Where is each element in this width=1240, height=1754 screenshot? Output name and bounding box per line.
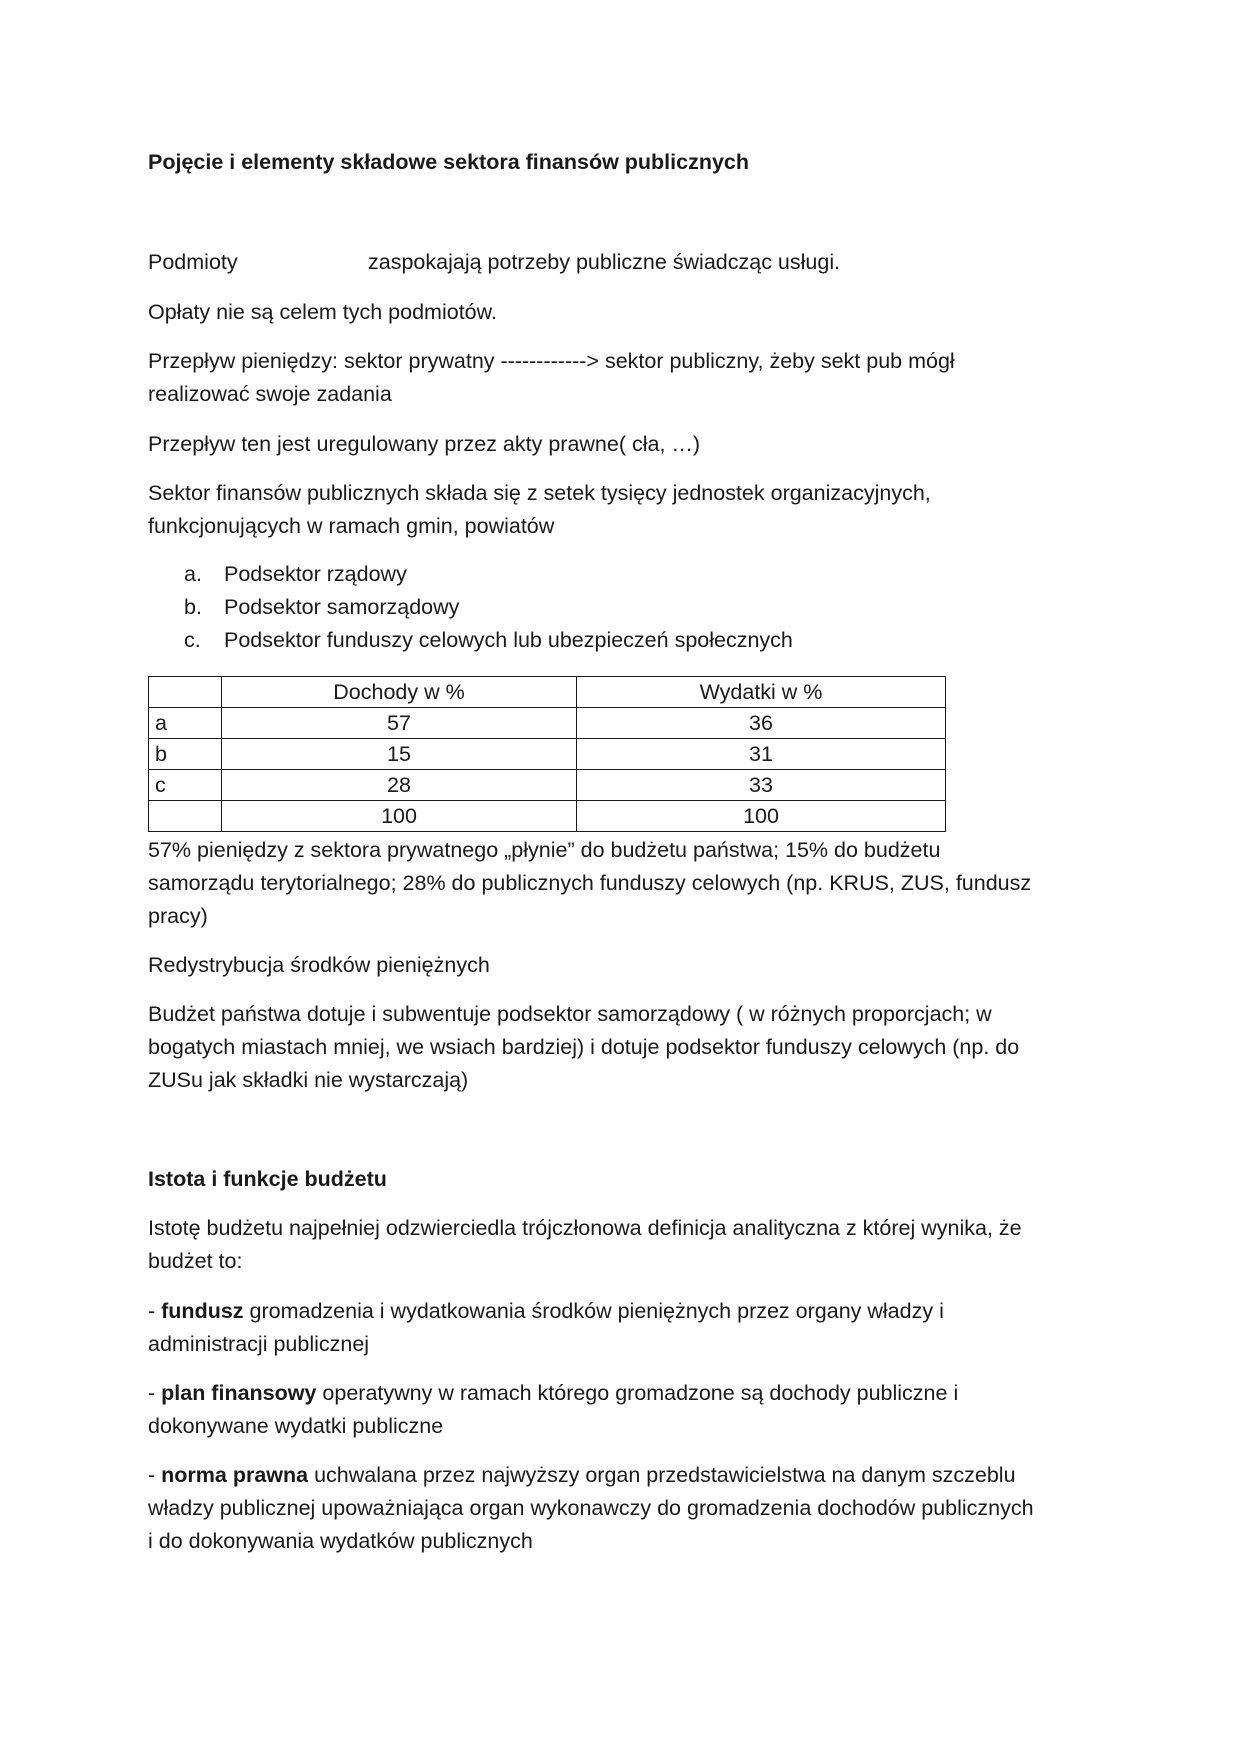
- definition-term: plan finansowy: [161, 1381, 317, 1405]
- paragraph-redystrybucja: Redystrybucja środków pieniężnych: [148, 953, 490, 977]
- table-row: [149, 708, 946, 739]
- table-cell: 100: [222, 801, 577, 832]
- table-cell: 33: [577, 770, 946, 801]
- subsector-list: [148, 558, 793, 657]
- podmioty-text: zaspokajają potrzeby publiczne świadcząc usługi.: [368, 250, 841, 274]
- paragraph-line: dokonywane wydatki publiczne: [148, 1414, 444, 1438]
- paragraph-budzet: [148, 998, 1088, 1097]
- list-marker: a.: [184, 562, 202, 586]
- list-item-text: Podsektor samorządowy: [224, 595, 460, 619]
- table-cell: 36: [577, 708, 946, 739]
- list-item-text: Podsektor rządowy: [224, 562, 407, 586]
- table-header-cell: Dochody w %: [222, 677, 577, 708]
- paragraph-line: Przepływ pieniędzy: sektor prywatny ------------> sektor publiczny, żeby sekt pub mógł: [148, 349, 955, 373]
- table-cell: 15: [222, 739, 577, 770]
- paragraph-line: Budżet państwa dotuje i subwentuje podsektor samorządowy ( w różnych proporcjach; w: [148, 1002, 992, 1026]
- paragraph-uregulowany: Przepływ ten jest uregulowany przez akty prawne( cła, …): [148, 432, 701, 456]
- paragraph-line: 57% pieniędzy z sektora prywatnego „płynie” do budżetu państwa; 15% do budżetu: [148, 838, 941, 862]
- definition-dash: -: [148, 1463, 162, 1487]
- table-row: [149, 801, 946, 832]
- paragraph-sektor: [148, 477, 1088, 543]
- list-item: [148, 624, 793, 657]
- paragraph-line: administracji publicznej: [148, 1332, 370, 1356]
- table-header-cell: [149, 677, 222, 708]
- revenue-expense-table: [148, 676, 946, 832]
- table-cell: [149, 801, 222, 832]
- paragraph-line: ZUSu jak składki nie wystarczają): [148, 1068, 469, 1092]
- definition-plan-finansowy: [148, 1377, 1088, 1443]
- section-title-1: Pojęcie i elementy składowe sektora finansów publicznych: [148, 150, 750, 174]
- definition-term: norma prawna: [161, 1463, 309, 1487]
- definition-term: fundusz: [161, 1299, 244, 1323]
- list-item: [148, 591, 793, 624]
- paragraph-line: budżet to:: [148, 1249, 243, 1273]
- paragraph-line: i do dokonywania wydatków publicznych: [148, 1529, 533, 1553]
- table-row: [149, 770, 946, 801]
- paragraph-istota: [148, 1212, 1088, 1278]
- table-cell: 100: [577, 801, 946, 832]
- table-row: [149, 739, 946, 770]
- table-header-cell: Wydatki w %: [577, 677, 946, 708]
- paragraph-line: Istotę budżetu najpełniej odzwierciedla trójczłonowa definicja analityczna z której wynika, że: [148, 1216, 1022, 1240]
- paragraph-line: [148, 1459, 1088, 1492]
- table-cell: b: [149, 739, 222, 770]
- paragraph-przeplyw: [148, 345, 1088, 411]
- list-marker: b.: [184, 595, 202, 619]
- podmioty-label: Podmioty: [148, 250, 238, 274]
- table-header-row: [149, 677, 946, 708]
- list-item: [148, 558, 793, 591]
- paragraph-line: Sektor finansów publicznych składa się z setek tysięcy jednostek organizacyjnych,: [148, 481, 931, 505]
- table-cell: c: [149, 770, 222, 801]
- definition-dash: -: [148, 1381, 162, 1405]
- definition-text: uchwalana przez najwyższy organ przedstawicielstwa na danym szczeblu: [308, 1463, 1016, 1487]
- section-title-2: Istota i funkcje budżetu: [148, 1167, 387, 1191]
- definition-text: operatywny w ramach którego gromadzone są dochody publiczne i: [316, 1381, 959, 1405]
- paragraph-line: [148, 1295, 1088, 1328]
- table-cell: 28: [222, 770, 577, 801]
- paragraph-line: władzy publicznej upoważniająca organ wykonawczy do gromadzenia dochodów publicznych: [148, 1496, 1034, 1520]
- paragraph-oplaty: Opłaty nie są celem tych podmiotów.: [148, 300, 497, 324]
- paragraph-line: bogatych miastach mniej, we wsiach bardziej) i dotuje podsektor funduszy celowych (np. do: [148, 1035, 1020, 1059]
- paragraph-percentages: [148, 834, 1088, 933]
- paragraph-line: samorządu terytorialnego; 28% do publicznych funduszy celowych (np. KRUS, ZUS, fundusz: [148, 871, 1032, 895]
- table-cell: 57: [222, 708, 577, 739]
- paragraph-line: funkcjonujących w ramach gmin, powiatów: [148, 514, 555, 538]
- table-cell: a: [149, 708, 222, 739]
- paragraph-line: [148, 1377, 1088, 1410]
- definition-fundusz: [148, 1295, 1088, 1361]
- paragraph-line: realizować swoje zadania: [148, 382, 392, 406]
- table-cell: 31: [577, 739, 946, 770]
- list-item-text: Podsektor funduszy celowych lub ubezpieczeń społecznych: [224, 628, 793, 652]
- definition-text: gromadzenia i wydatkowania środków pieniężnych przez organy władzy i: [243, 1299, 944, 1323]
- paragraph-line: pracy): [148, 904, 208, 928]
- definition-norma-prawna: [148, 1459, 1088, 1558]
- list-marker: c.: [184, 628, 201, 652]
- definition-dash: -: [148, 1299, 162, 1323]
